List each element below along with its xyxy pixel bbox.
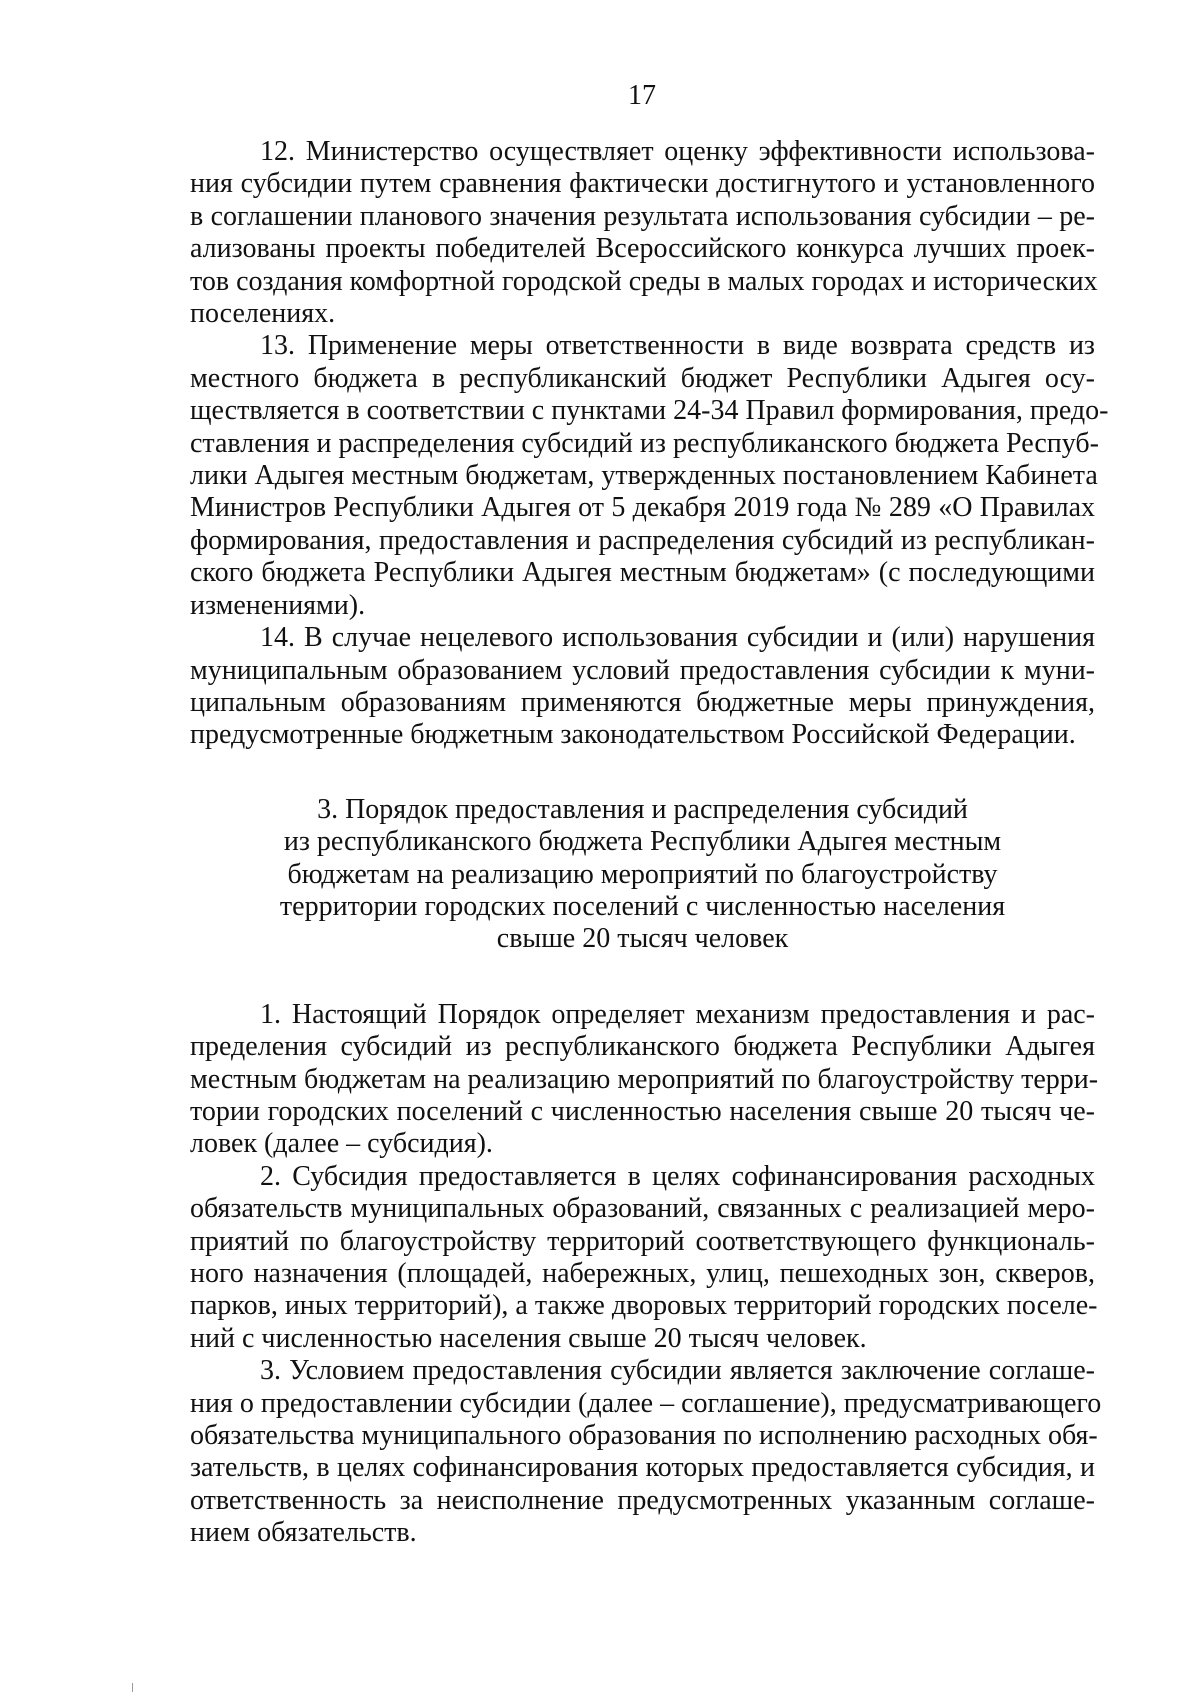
text-line: ний с численностью населения свыше 20 тысяч человек. [190,1322,867,1354]
text-line: поселениях. [190,298,336,330]
text-line: ществляется в соответствии с пунктами 24-34 Правил формирования, предо- [190,395,1109,427]
text-line: нием обязательств. [190,1517,417,1549]
text-line: тов создания комфортной городской среды в малых городах и исторических [190,265,1098,297]
clause-s3p3 [190,1355,1102,1549]
page-number: 17 [628,80,656,111]
clause-s3p2 [190,1160,1098,1355]
text-line: зательств, в целях софинансирования которых предоставляется субсидия, и [190,1452,1095,1484]
text-line: ловек (далее – субсидия). [190,1128,493,1160]
text-line: предусмотренные бюджетным законодательством Российской Федерации. [190,719,1076,751]
text-line: формирования, предоставления и распределения субсидий из республикан- [190,524,1095,556]
clause-p13 [190,330,1109,622]
text-line: лики Адыгея местным бюджетам, утвержденных постановлением Кабинета [190,460,1098,492]
heading-line: бюджетам на реализацию мероприятий по благоустройству [287,858,998,890]
text-line: местного бюджета в республиканский бюджет Республики Адыгея осу- [190,362,1095,394]
text-line: 1. Настоящий Порядок определяет механизм предоставления и рас- [260,998,1095,1030]
text-line: ставления и распределения субсидий из республиканского бюджета Респуб- [190,427,1099,459]
heading-line: 3. Порядок предоставления и распределения субсидий [317,793,968,825]
text-line: ответственность за неисполнение предусмотренных указанным соглаше- [190,1484,1095,1516]
text-line: парков, иных территорий), а также дворовых территорий городских поселе- [190,1290,1098,1322]
heading-line: территории городских поселений с численностью населения [279,890,1006,922]
text-line: тории городских поселений с численностью населения свыше 20 тысяч че- [190,1095,1095,1127]
text-line: ного назначения (площадей, набережных, улиц, пешеходных зон, скверов, [190,1258,1095,1289]
text-line: Министров Республики Адыгея от 5 декабря 2019 года № 289 «О Правилах [190,492,1095,524]
text-line: обязательств муниципальных образований, связанных с реализацией меро- [190,1193,1095,1225]
scan-artifact [132,1683,133,1692]
text-line: 3. Условием предоставления субсидии является заключение соглаше- [260,1355,1095,1387]
text-line: ния о предоставлении субсидии (далее – соглашение), предусматривающего [190,1387,1102,1419]
text-line: 12. Министерство осуществляет оценку эффективности использова- [260,136,1095,167]
section-3-heading [190,794,1095,956]
heading-line: из республиканского бюджета Республики Адыгея местным [283,826,1002,858]
heading-line: свыше 20 тысяч человек [496,923,789,955]
text-line: ципальным образованиям применяются бюджетные меры принуждения, [190,686,1095,718]
clause-s3p1 [190,998,1099,1161]
text-line: 13. Применение меры ответственности в виде возврата средств из [260,330,1095,362]
text-line: ния субсидии путем сравнения фактически достигнутого и установленного [190,168,1095,200]
clause-p14 [190,622,1095,752]
text-line: приятий по благоустройству территорий соответствующего функциональ- [190,1225,1095,1257]
section-3-clauses [190,998,1102,1550]
text-line: изменениями). [190,589,366,621]
text-line: ализованы проекты победителей Всероссийского конкурса лучших проек- [190,233,1095,265]
text-line: 2. Субсидия предоставляется в целях софинансирования расходных [260,1160,1095,1192]
text-line: 14. В случае нецелевого использования субсидии и (или) нарушения [260,622,1095,654]
text-line: муниципальным образованием условий предоставления субсидии к муни- [190,654,1095,686]
text-line: ского бюджета Республики Адыгея местным бюджетам» (с последующими [190,557,1095,589]
text-line: обязательства муниципального образования по исполнению расходных обя- [190,1420,1098,1452]
text-line: в соглашении планового значения результата использования субсидии – ре- [190,200,1095,232]
clause-p12 [190,136,1098,330]
document-body [190,136,1109,1550]
text-line: местным бюджетам на реализацию мероприятий по благоустройству терри- [190,1063,1099,1095]
section-2-clauses [190,136,1109,752]
text-line: пределения субсидий из республиканского бюджета Республики Адыгея [190,1031,1095,1063]
